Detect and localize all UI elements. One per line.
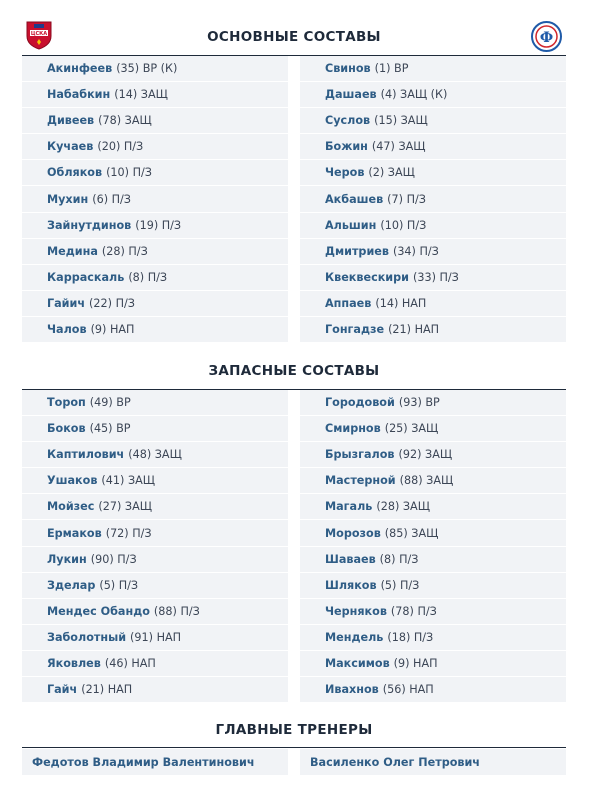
- starting-home-list: [22, 56, 288, 343]
- player-meta: (9) НАП: [90, 322, 135, 336]
- player-meta: (5) П/З: [380, 578, 420, 592]
- player-row[interactable]: [22, 651, 288, 677]
- player-meta: (47) ЗАЩ: [371, 140, 426, 154]
- player-name[interactable]: Альшин: [325, 218, 377, 232]
- player-meta: (93) ВР: [398, 396, 440, 410]
- player-meta: (2) ЗАЩ: [368, 166, 415, 180]
- player-row[interactable]: [300, 677, 566, 703]
- player-name[interactable]: Дашаев: [325, 88, 377, 102]
- subs-home-list: [22, 390, 288, 703]
- player-row[interactable]: [300, 291, 566, 317]
- player-name[interactable]: Суслов: [325, 114, 371, 128]
- section-title: ЗАПАСНЫЕ СОСТАВЫ: [208, 363, 380, 379]
- section-title: ГЛАВНЫЕ ТРЕНЕРЫ: [215, 722, 373, 738]
- player-meta: (46) НАП: [104, 656, 156, 670]
- svg-text:ЦСКА: ЦСКА: [30, 31, 48, 37]
- player-name[interactable]: Мендес Обандо: [47, 604, 150, 618]
- player-row[interactable]: [300, 416, 566, 442]
- player-name[interactable]: Каптилович: [47, 448, 125, 462]
- player-row[interactable]: [300, 134, 566, 160]
- player-row[interactable]: [22, 317, 288, 343]
- player-name[interactable]: Акбашев: [325, 192, 384, 206]
- player-name[interactable]: Квеквескири: [325, 270, 409, 284]
- player-meta: (34) П/З: [392, 244, 439, 258]
- player-name[interactable]: Черняков: [325, 604, 387, 618]
- player-name[interactable]: Набабкин: [47, 88, 111, 102]
- player-row[interactable]: [300, 239, 566, 265]
- player-meta: (33) П/З: [412, 270, 459, 284]
- player-row[interactable]: [300, 56, 566, 82]
- player-row[interactable]: [300, 599, 566, 625]
- player-row[interactable]: [300, 317, 566, 343]
- player-row[interactable]: [300, 265, 566, 291]
- player-row[interactable]: [22, 677, 288, 703]
- player-meta: (28) ЗАЩ: [376, 500, 430, 514]
- player-name[interactable]: Морозов: [325, 526, 381, 540]
- player-row[interactable]: [22, 573, 288, 599]
- player-meta: (91) НАП: [130, 630, 182, 644]
- player-row[interactable]: [300, 82, 566, 108]
- player-name[interactable]: Заболотный: [47, 630, 127, 644]
- player-meta: (15) ЗАЩ: [374, 114, 428, 128]
- player-row[interactable]: [300, 186, 566, 212]
- player-meta: (8) П/З: [128, 270, 168, 284]
- player-row[interactable]: [300, 547, 566, 573]
- player-meta: (22) П/З: [89, 296, 135, 310]
- player-meta: (28) П/З: [101, 244, 148, 258]
- player-name[interactable]: Яковлев: [47, 656, 101, 670]
- player-row[interactable]: [300, 625, 566, 651]
- player-meta: (88) ЗАЩ: [399, 474, 454, 488]
- home-coach[interactable]: Федотов Владимир Валентинович: [22, 749, 288, 775]
- substitutes-header: [22, 356, 566, 386]
- player-name[interactable]: Обляков: [47, 166, 103, 180]
- player-name[interactable]: Дмитриев: [325, 244, 389, 258]
- player-row[interactable]: [22, 213, 288, 239]
- player-meta: (78) ЗАЩ: [98, 114, 152, 128]
- player-meta: (78) П/З: [390, 604, 437, 618]
- player-meta: (7) П/З: [387, 192, 426, 206]
- player-name[interactable]: Кучаев: [47, 140, 94, 154]
- player-name[interactable]: Городовой: [325, 396, 395, 410]
- player-row[interactable]: [300, 494, 566, 520]
- player-row[interactable]: [300, 651, 566, 677]
- player-row[interactable]: [300, 468, 566, 494]
- player-name[interactable]: Ермаков: [47, 526, 102, 540]
- player-name[interactable]: Аппаев: [325, 296, 372, 310]
- starting-lineups-header: [22, 22, 566, 52]
- player-row[interactable]: [300, 573, 566, 599]
- player-meta: (56) НАП: [382, 683, 434, 697]
- player-name[interactable]: Медина: [47, 244, 98, 258]
- player-name[interactable]: Брызгалов: [325, 448, 395, 462]
- player-meta: (19) П/З: [135, 218, 182, 232]
- section-title: ОСНОВНЫЕ СОСТАВЫ: [207, 29, 381, 45]
- player-meta: (4) ЗАЩ (К): [380, 88, 448, 102]
- player-name[interactable]: Тороп: [47, 396, 86, 410]
- player-name[interactable]: Ивахнов: [325, 683, 379, 697]
- divider: [22, 747, 566, 748]
- player-meta: (18) П/З: [387, 630, 434, 644]
- player-name[interactable]: Зделар: [47, 578, 96, 592]
- player-row[interactable]: [300, 442, 566, 468]
- player-row[interactable]: [22, 520, 288, 546]
- player-meta: (14) НАП: [375, 296, 427, 310]
- player-meta: (8) П/З: [379, 552, 419, 566]
- player-meta: (88) П/З: [153, 604, 200, 618]
- player-meta: (85) ЗАЩ: [384, 526, 439, 540]
- player-meta: (20) П/З: [97, 140, 144, 154]
- player-name[interactable]: Карраскаль: [47, 270, 125, 284]
- player-name[interactable]: Шаваев: [325, 552, 376, 566]
- player-meta: (90) П/З: [90, 552, 137, 566]
- player-name[interactable]: Гайич: [47, 296, 86, 310]
- player-name[interactable]: Дивеев: [47, 114, 95, 128]
- player-meta: (10) П/З: [106, 166, 152, 180]
- player-meta: (92) ЗАЩ: [398, 448, 453, 462]
- head-coaches-header: [22, 715, 566, 745]
- player-meta: (10) П/З: [380, 218, 427, 232]
- player-name[interactable]: Мастерной: [325, 474, 396, 488]
- player-name[interactable]: Божин: [325, 140, 368, 154]
- player-row[interactable]: [300, 520, 566, 546]
- player-name[interactable]: Гонгадзе: [325, 322, 385, 336]
- player-name[interactable]: Акинфеев: [47, 62, 113, 76]
- player-row[interactable]: [22, 134, 288, 160]
- player-row[interactable]: [22, 390, 288, 416]
- player-row[interactable]: [22, 160, 288, 186]
- player-meta: (49) ВР: [89, 396, 131, 410]
- player-meta: (5) П/З: [99, 578, 139, 592]
- player-meta: (48) ЗАЩ: [128, 448, 182, 462]
- player-meta: (25) ЗАЩ: [384, 422, 439, 436]
- player-row[interactable]: [22, 108, 288, 134]
- player-name[interactable]: Свинов: [325, 62, 371, 76]
- player-name[interactable]: Чалов: [47, 322, 87, 336]
- player-row[interactable]: [22, 625, 288, 651]
- player-meta: (27) ЗАЩ: [98, 500, 152, 514]
- player-row[interactable]: [22, 291, 288, 317]
- player-row[interactable]: [300, 390, 566, 416]
- player-meta: (21) НАП: [388, 322, 440, 336]
- player-row[interactable]: [22, 442, 288, 468]
- player-name[interactable]: Лукин: [47, 552, 87, 566]
- player-row[interactable]: [22, 239, 288, 265]
- player-name[interactable]: Смирнов: [325, 422, 381, 436]
- player-name[interactable]: Гайч: [47, 683, 78, 697]
- player-row[interactable]: [300, 160, 566, 186]
- player-name[interactable]: Магаль: [325, 500, 373, 514]
- player-name[interactable]: Мухин: [47, 192, 89, 206]
- player-meta: (6) П/З: [92, 192, 131, 206]
- svg-text:Ф: Ф: [539, 30, 554, 46]
- player-meta: (1) ВР: [374, 62, 409, 76]
- player-name[interactable]: Мендель: [325, 630, 384, 644]
- player-name[interactable]: Черов: [325, 166, 365, 180]
- player-meta: (21) НАП: [81, 683, 133, 697]
- player-name[interactable]: Шляков: [325, 578, 377, 592]
- player-name[interactable]: Зайнутдинов: [47, 218, 132, 232]
- player-row[interactable]: [300, 108, 566, 134]
- player-meta: (41) ЗАЩ: [101, 474, 156, 488]
- player-name[interactable]: Мойзес: [47, 500, 95, 514]
- player-meta: (9) НАП: [393, 656, 438, 670]
- player-row[interactable]: [22, 56, 288, 82]
- player-row[interactable]: [22, 416, 288, 442]
- player-row[interactable]: [22, 468, 288, 494]
- player-meta: (14) ЗАЩ: [114, 88, 168, 102]
- player-meta: (35) ВР (К): [116, 62, 178, 76]
- player-row[interactable]: [22, 494, 288, 520]
- player-row[interactable]: [22, 82, 288, 108]
- player-name[interactable]: Ушаков: [47, 474, 98, 488]
- player-meta: (72) П/З: [105, 526, 152, 540]
- away-coach[interactable]: Василенко Олег Петрович: [300, 749, 566, 775]
- subs-away-list: [300, 390, 566, 703]
- player-row[interactable]: [22, 599, 288, 625]
- player-name[interactable]: Максимов: [325, 656, 390, 670]
- player-row[interactable]: [300, 213, 566, 239]
- player-row[interactable]: [22, 547, 288, 573]
- player-name[interactable]: Боков: [47, 422, 86, 436]
- player-row[interactable]: [22, 186, 288, 212]
- player-row[interactable]: [22, 265, 288, 291]
- starting-away-list: [300, 56, 566, 343]
- player-meta: (45) ВР: [89, 422, 131, 436]
